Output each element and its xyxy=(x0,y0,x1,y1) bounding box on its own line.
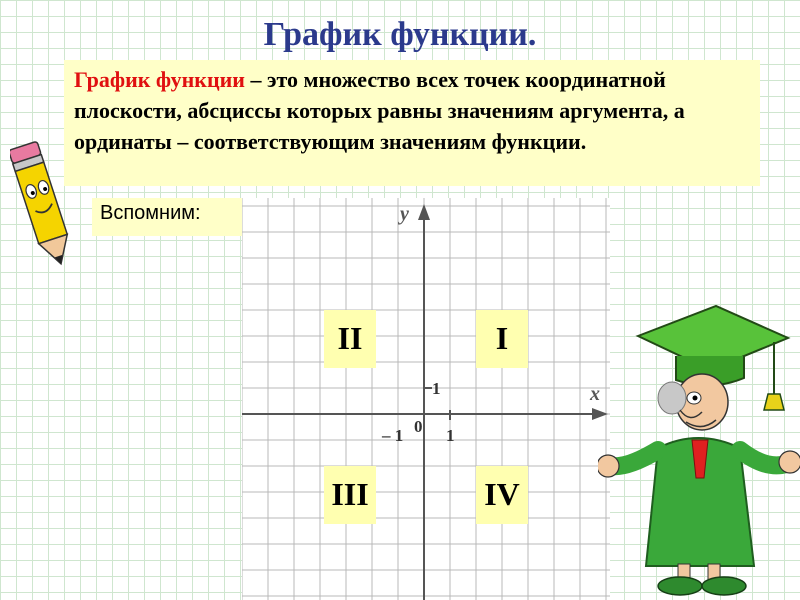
page-title: График функции. xyxy=(263,16,537,53)
pencil-mascot-icon xyxy=(10,138,80,278)
coordinate-grid xyxy=(242,198,610,600)
quadrant-II-label: II xyxy=(324,310,376,368)
quadrant-I-label: I xyxy=(476,310,528,368)
scholar-character-icon xyxy=(598,298,800,598)
coordinate-plane xyxy=(242,198,610,600)
definition-term: График функции xyxy=(74,67,245,92)
y-tick-label: 1 xyxy=(432,379,441,398)
x-tick-label: 1 xyxy=(446,426,455,445)
quadrant-IV-label: IV xyxy=(476,466,528,524)
x-neg-tick-label: – 1 xyxy=(382,426,404,445)
quadrant-III-label: III xyxy=(324,466,376,524)
definition-text: – это множество всех точек координатной плоскости, абсциссы которых равны значениям аргумента, а ординаты – соответствующим значениям функции. xyxy=(74,67,685,154)
y-axis-label: y xyxy=(400,203,409,225)
definition-box xyxy=(64,60,760,186)
x-axis-label: x xyxy=(590,383,600,405)
origin-label: 0 xyxy=(414,417,423,436)
recall-label: Вспомним: xyxy=(92,198,242,236)
